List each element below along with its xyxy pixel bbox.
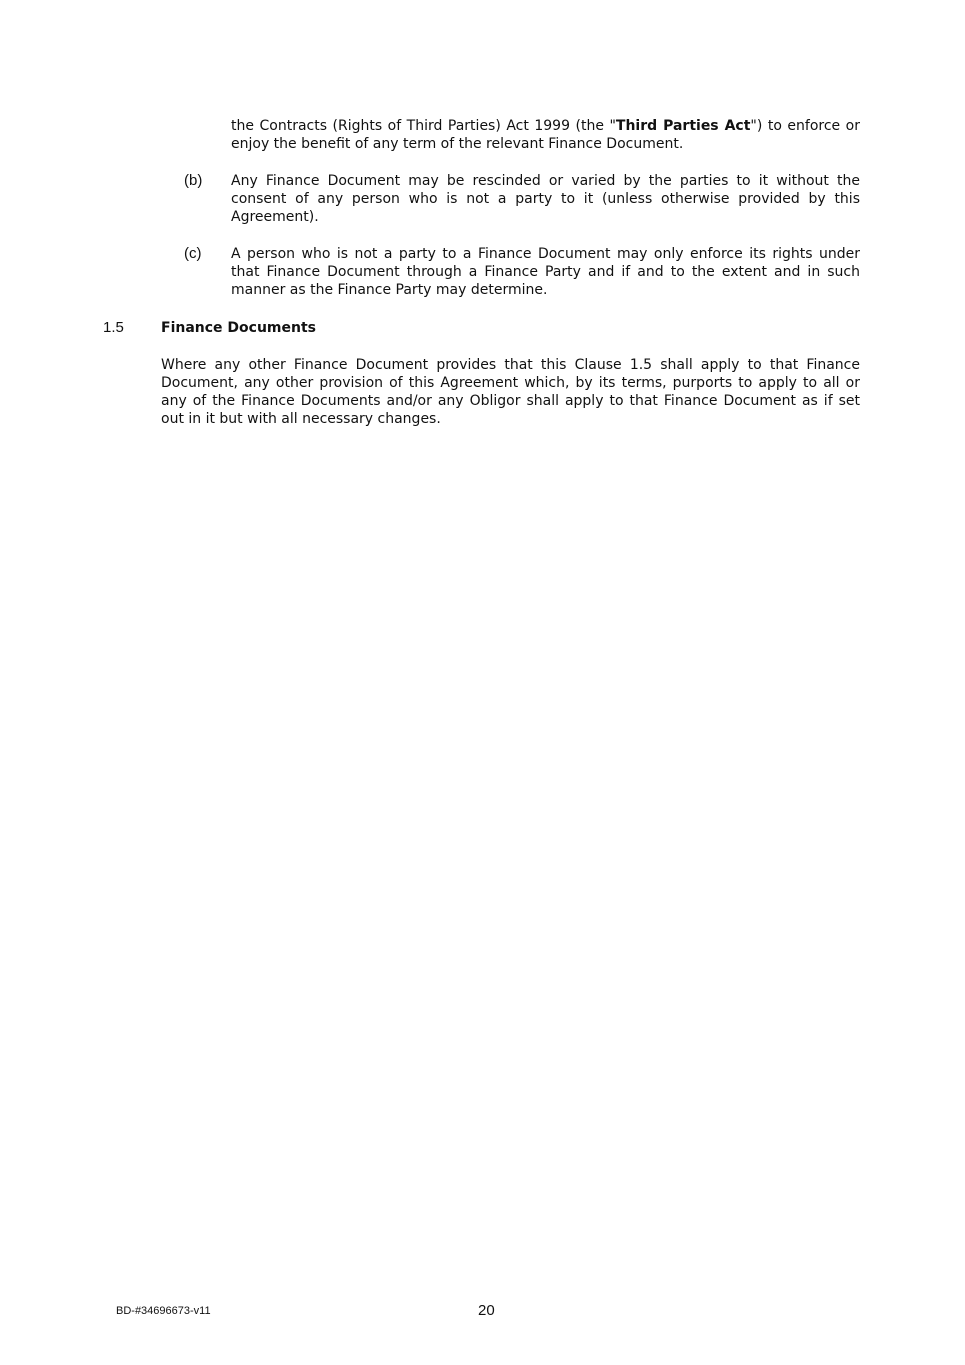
item-label-c: (c) [184, 245, 202, 262]
page-number: 20 [478, 1302, 495, 1319]
item-text-c: A person who is not a party to a Finance Document may only enforce its rights under that Finance Document through a Finance Party and if and to the extent and in such manner as the Finance Party may determine. [231, 246, 860, 298]
clause-title: Finance Documents [161, 320, 316, 336]
defined-term: Third Parties Act [615, 118, 751, 134]
continuation-text-after: ") to enforce or enjoy the benefit of any term of the relevant Finance Document. [231, 118, 860, 152]
footer-doc-ref: BD-#34696673-v11 [116, 1305, 211, 1317]
clause-body: Where any other Finance Document provides that this Clause 1.5 shall apply to that Finance Document, any other provision of this Agreement which, by its terms, purports to apply to all or any of the Finance Documents and/or any Obligor shall apply to that Finance Document as if set out in it but with all necessary changes. [161, 357, 860, 427]
clause-number: 1.5 [103, 319, 124, 336]
item-label-b: (b) [184, 172, 203, 189]
item-text-b: Any Finance Document may be rescinded or varied by the parties to it without the consent of any person who is not a party to it (unless otherwise provided by this Agreement). [231, 173, 860, 225]
continuation-paragraph [231, 117, 860, 153]
continuation-text-before: the Contracts (Rights of Third Parties) Act 1999 (the " [231, 118, 616, 134]
